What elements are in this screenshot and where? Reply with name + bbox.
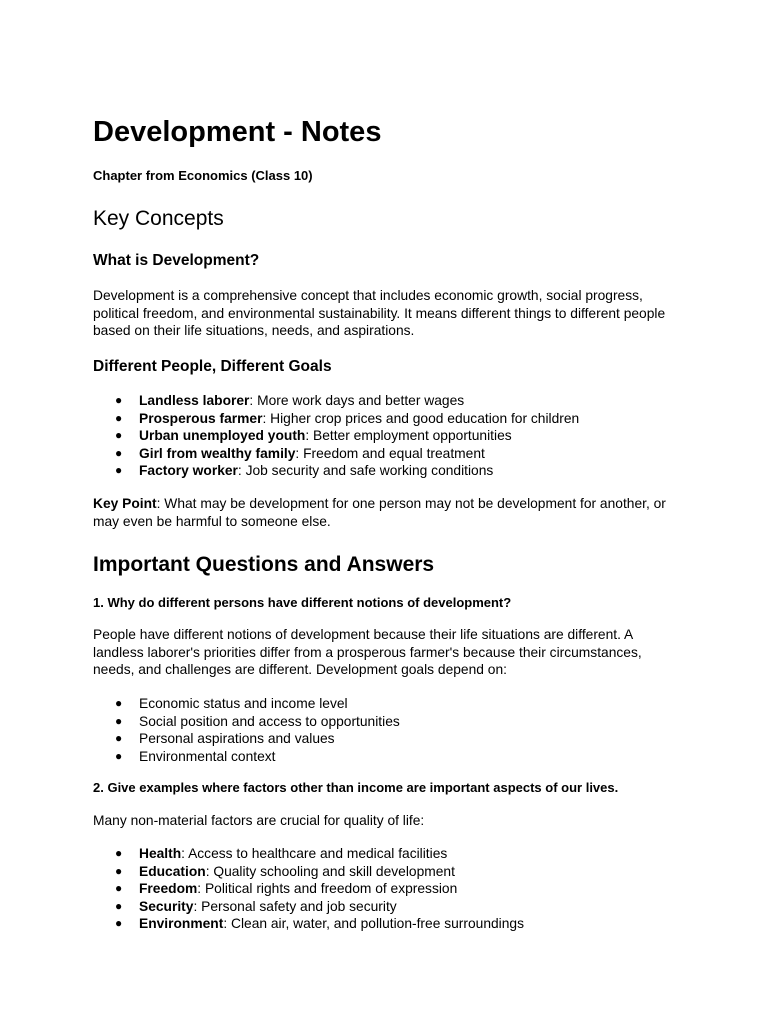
- answer-2-paragraph: Many non-material factors are crucial for quality of life:: [93, 813, 425, 828]
- bullet: ●: [115, 393, 123, 407]
- key-concepts-heading: Key Concepts: [93, 207, 224, 230]
- question-1: 1. Why do different persons have different notions of development?: [93, 595, 512, 610]
- bullet: ●: [115, 428, 123, 443]
- bullet: ●: [115, 445, 123, 460]
- key-point-text: : What may be development for one person may not be development for another, or may even be harmful to someone else.: [93, 496, 666, 529]
- list-item: [93, 427, 579, 445]
- list-item-desc: : Personal safety and job security: [193, 898, 397, 914]
- bullet: ●: [115, 748, 123, 763]
- list-item: [93, 410, 579, 428]
- key-point-label: Key Point: [93, 496, 157, 511]
- different-people-list: [93, 392, 579, 480]
- list-item-term: Girl from wealthy family: [139, 445, 296, 461]
- bullet: ●: [115, 863, 123, 878]
- list-item-term: Landless laborer: [139, 393, 250, 408]
- bullet: ●: [115, 696, 123, 710]
- key-point-paragraph: [93, 495, 673, 530]
- list-item-term: Security: [139, 898, 194, 914]
- list-item-term: Urban unemployed youth: [139, 428, 306, 444]
- bullet: ●: [115, 916, 123, 931]
- bullet: ●: [115, 731, 123, 746]
- what-is-development-paragraph: Development is a comprehensive concept that includes economic growth, social progress, political freedom, and environmental sustainability. It means different things to different people based on their life situations, needs, and aspirations.: [93, 288, 666, 338]
- list-item-term: Environment: [139, 916, 224, 932]
- bullet: ●: [115, 463, 123, 478]
- list-item-desc: : Better employment opportunities: [305, 428, 512, 444]
- list-item-desc: : Clean air, water, and pollution-free surroundings: [223, 916, 524, 932]
- list-item-desc: : Quality schooling and skill development: [205, 863, 455, 879]
- list-item-desc: : Higher crop prices and good education for children: [262, 410, 580, 426]
- list-item: [93, 845, 524, 863]
- list-item: [93, 898, 524, 916]
- list-item-text: Social position and access to opportunities: [139, 713, 400, 729]
- bullet: ●: [115, 881, 123, 896]
- list-item: [93, 880, 524, 898]
- what-is-development-heading: What is Development?: [93, 252, 260, 269]
- answer-1-list: [93, 695, 400, 765]
- bullet: ●: [115, 410, 123, 425]
- bullet: ●: [115, 846, 123, 860]
- list-item-term: Factory worker: [139, 463, 238, 479]
- answer-1-paragraph: People have different notions of development because their life situations are different. A landless laborer's priorities differ from a prosperous farmer's because their circumstances, needs, and challenges are different. Development goals depend on:: [93, 627, 642, 677]
- list-item-text: Personal aspirations and values: [139, 731, 335, 747]
- list-item-desc: : Job security and safe working conditions: [237, 463, 494, 479]
- list-item: [93, 445, 579, 463]
- list-item-desc: : Political rights and freedom of expression: [197, 881, 458, 897]
- list-item: [93, 730, 400, 748]
- list-item-text: Environmental context: [139, 748, 276, 764]
- list-item-term: Prosperous farmer: [139, 410, 263, 426]
- list-item: [93, 915, 524, 933]
- list-item-desc: : Freedom and equal treatment: [295, 445, 485, 461]
- list-item: [93, 748, 400, 766]
- bullet: ●: [115, 898, 123, 913]
- list-item: [93, 392, 579, 410]
- bullet: ●: [115, 713, 123, 728]
- qa-heading: Important Questions and Answers: [93, 553, 435, 576]
- different-people-heading: Different People, Different Goals: [93, 358, 332, 375]
- list-item: [93, 462, 579, 480]
- document-subtitle: Chapter from Economics (Class 10): [93, 168, 313, 183]
- list-item: [93, 713, 400, 731]
- list-item-term: Education: [139, 863, 206, 879]
- question-2: 2. Give examples where factors other than income are important aspects of our lives.: [93, 780, 619, 795]
- document-title: Development - Notes: [93, 116, 382, 148]
- list-item-text: Economic status and income level: [139, 696, 348, 711]
- list-item-desc: : More work days and better wages: [249, 393, 465, 408]
- list-item-term: Freedom: [139, 881, 198, 897]
- list-item: [93, 695, 400, 713]
- answer-2-list: [93, 845, 524, 933]
- list-item-term: Health: [139, 846, 182, 861]
- list-item: [93, 863, 524, 881]
- list-item-desc: : Access to healthcare and medical facilities: [181, 846, 448, 861]
